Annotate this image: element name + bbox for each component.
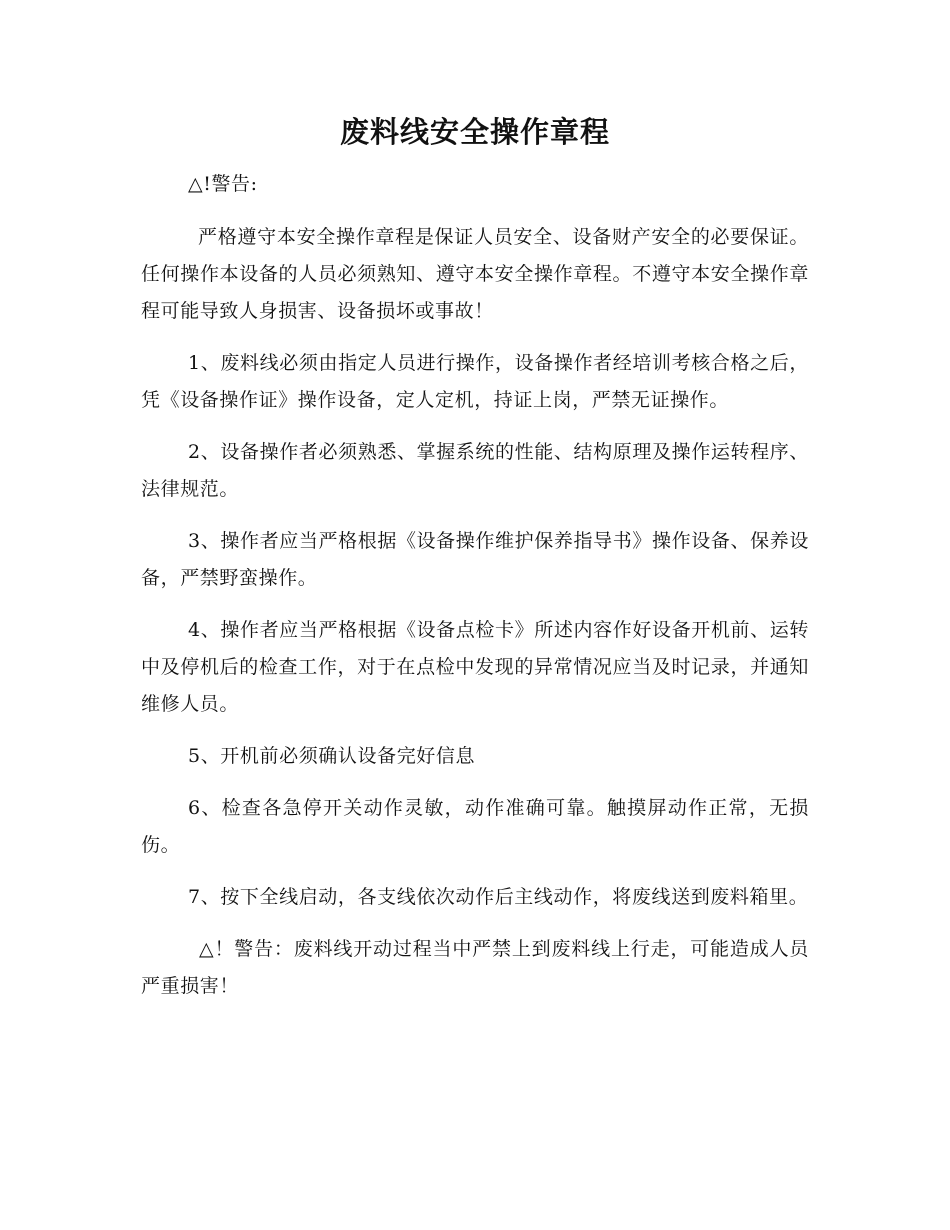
document-body bbox=[141, 166, 809, 1020]
rule-item-1: 1、废料线必须由指定人员进行操作，设备操作者经培训考核合格之后，凭《设备操作证》操作设备，定人定机，持证上岗，严禁无证操作。 bbox=[141, 352, 809, 411]
rule-item-2: 2、设备操作者必须熟悉、掌握系统的性能、结构原理及操作运转程序、法律规范。 bbox=[141, 441, 809, 500]
rule-item-7: 7、按下全线启动，各支线依次动作后主线动作，将废线送到废料箱里。 bbox=[188, 886, 809, 908]
rule-item-6: 6、检查各急停开关动作灵敏，动作准确可靠。触摸屏动作正常，无损伤。 bbox=[141, 797, 809, 856]
final-warning-paragraph: △！警告：废料线开动过程当中严禁上到废料线上行走，可能造成人员严重损害！ bbox=[141, 938, 809, 997]
document-title: 废料线安全操作章程 bbox=[339, 115, 610, 149]
rule-item-4: 4、操作者应当严格根据《设备点检卡》所述内容作好设备开机前、运转中及停机后的检查工作，对于在点检中发现的异常情况应当及时记录，并通知维修人员。 bbox=[141, 619, 809, 715]
warning-heading: △!警告: bbox=[188, 173, 258, 195]
rule-item-3: 3、操作者应当严格根据《设备操作维护保养指导书》操作设备、保养设备，严禁野蛮操作。 bbox=[141, 530, 809, 589]
intro-paragraph: 严格遵守本安全操作章程是保证人员安全、设备财产安全的必要保证。任何操作本设备的人员必须熟知、遵守本安全操作章程。不遵守本安全操作章程可能导致人身损害、设备损坏或事故！ bbox=[141, 226, 809, 322]
rule-item-5: 5、开机前必须确认设备完好信息 bbox=[188, 745, 476, 767]
